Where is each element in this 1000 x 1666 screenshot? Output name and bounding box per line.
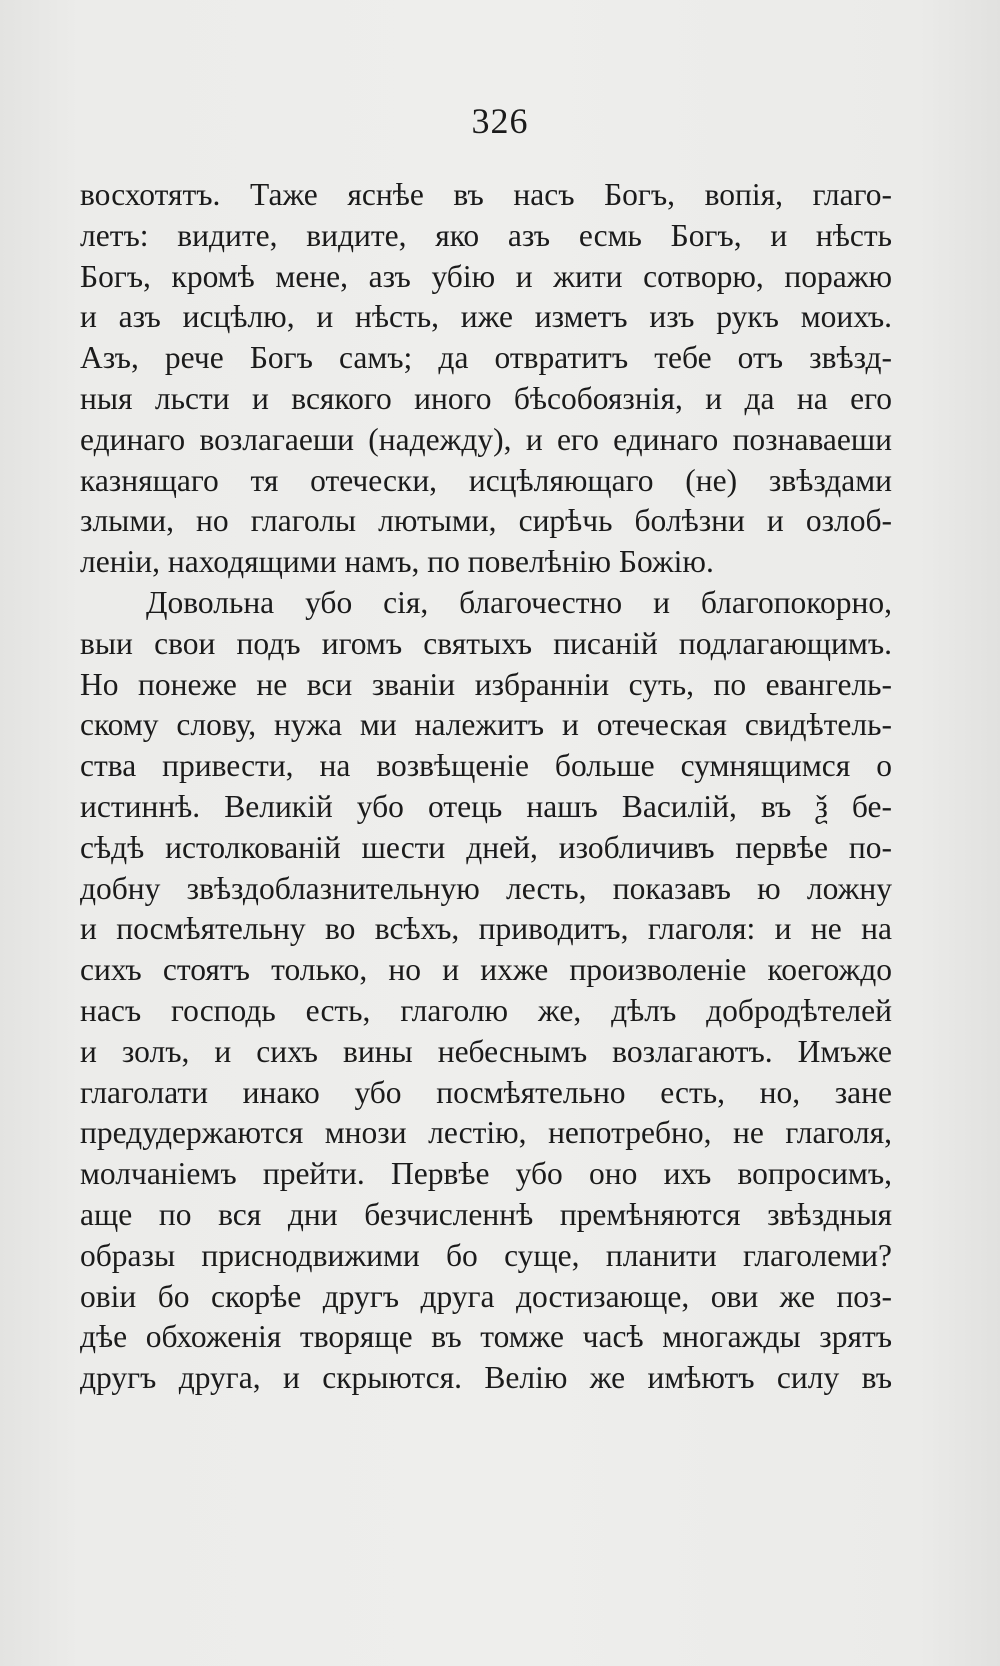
text-line: аще по вся дни безчисленнѣ премѣняются звѣздныя: [80, 1196, 892, 1232]
text-line: сѣдѣ истолкованій шести дней, изобличивъ первѣе по-: [80, 829, 892, 865]
text-line: и посмѣятельну во всѣхъ, приводитъ, глаголя: и не на: [80, 911, 892, 947]
text-line: овіи бо скорѣе другъ друга достизающе, ови же поз-: [80, 1278, 892, 1314]
text-line: Богъ, кромѣ мене, азъ убію и жити сотворю, поражю: [80, 258, 892, 294]
text-line: единаго возлагаеши (надежду), и его единаго познаваеши: [80, 421, 892, 457]
body-text: [80, 175, 892, 1399]
text-line: насъ господь есть, глаголю же, дѣлъ добродѣтелей: [80, 992, 892, 1028]
text-line: дѣе обхоженія творяще въ томже часѣ многажды зрятъ: [80, 1319, 892, 1355]
text-line: ства привести, на возвѣщеніе больше сумнящимся о: [80, 748, 892, 784]
text-line: предудержаются мнози лестію, непотребно, не глаголя,: [80, 1115, 892, 1151]
text-line: образы приснодвижими бо суще, планити глаголеми?: [80, 1237, 892, 1273]
text-line: глаголати инако убо посмѣятельно есть, но, зане: [80, 1074, 892, 1110]
text-line: и золъ, и сихъ вины небеснымъ возлагаютъ. Имъже: [80, 1033, 892, 1069]
text-line: леніи, находящими намъ, по повелѣнію Божію.: [80, 544, 714, 580]
text-line: другъ друга, и скрыются. Велію же имѣютъ силу въ: [80, 1360, 892, 1396]
text-line: молчаніемъ прейти. Первѣе убо оно ихъ вопросимъ,: [80, 1156, 892, 1192]
text-line: добну звѣздоблазнительную лесть, показавъ ю ложну: [80, 870, 892, 906]
text-line: скому слову, нужа ми належитъ и отеческая свидѣтель-: [80, 707, 892, 743]
text-line: и азъ исцѣлю, и нѣсть, иже изметъ изъ рукъ моихъ.: [80, 299, 892, 335]
text-line: сихъ стоятъ только, но и ихже произволеніе коегождо: [80, 952, 892, 988]
text-line: выи свои подъ игомъ святыхъ писаній подлагающимъ.: [80, 625, 892, 661]
text-line: Азъ, рече Богъ самъ; да отвратитъ тебе отъ звѣзд-: [80, 340, 892, 376]
page-number: 326: [471, 101, 529, 141]
text-line: восхотятъ. Таже яснѣе въ насъ Богъ, вопія, глаго-: [80, 177, 892, 212]
text-line: летъ: видите, видите, яко азъ есмь Богъ, и нѣсть: [80, 217, 892, 253]
text-line: казнящаго тя отечески, исцѣляющаго (не) звѣздами: [80, 462, 892, 498]
text-line: истиннѣ. Великій убо отець нашъ Василій, въ ѯ бе-: [80, 788, 892, 824]
text-line: ныя льсти и всякого иного бѣсобоязнія, и да на его: [80, 380, 892, 416]
text-line: злыми, но глаголы лютыми, сирѣчь болѣзни и озлоб-: [80, 503, 892, 539]
paragraph-start-line: Довольна убо сія, благочестно и благопокорно,: [146, 584, 892, 620]
text-line: Но понеже не вси званіи избранніи суть, по евангель-: [80, 666, 892, 702]
